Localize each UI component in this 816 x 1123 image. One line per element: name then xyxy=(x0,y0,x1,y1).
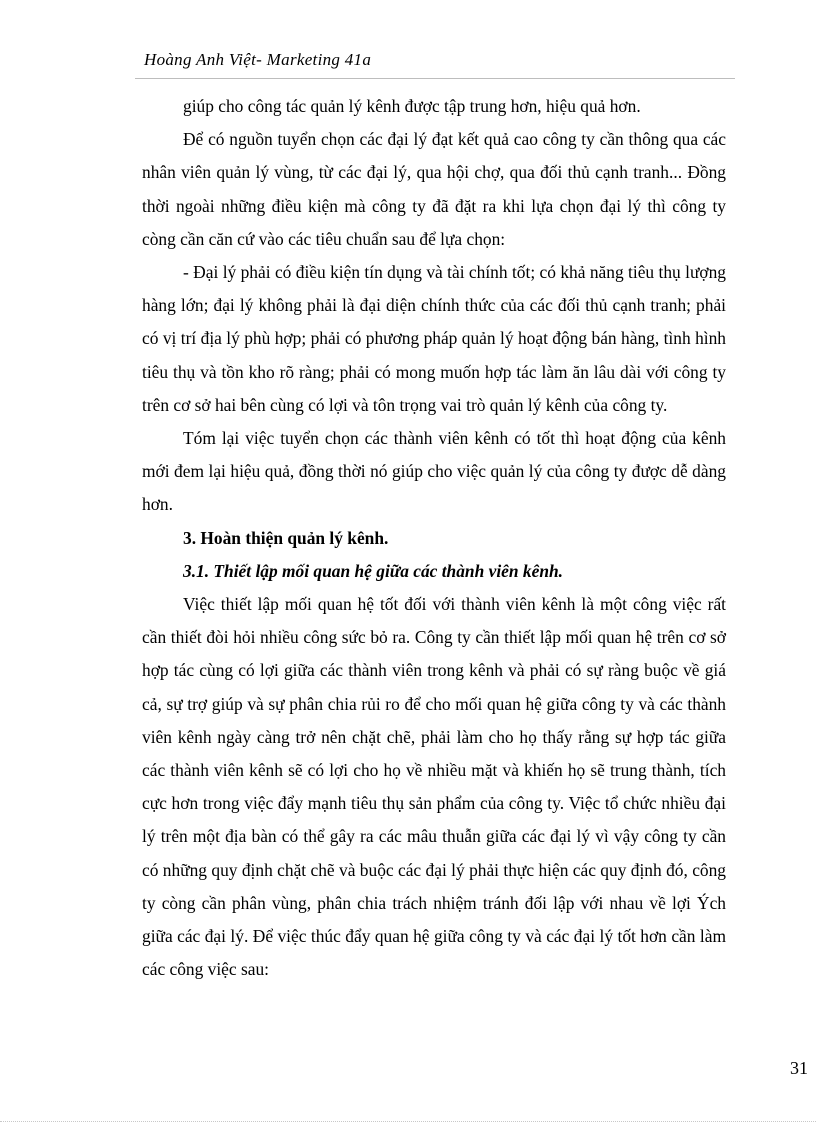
paragraph-agent-criteria: - Đại lý phải có điều kiện tín dụng và tài chính tốt; có khả năng tiêu thụ lượng hàng lớn; đại lý không phải là đại diện chính thức của các đối thủ cạnh tranh; phải có vị trí địa lý phù hợp; phải có phương pháp quản lý hoạt động bán hàng, tình hình tiêu thụ và tồn kho rõ ràng; phải có mong muốn hợp tác làm ăn lâu dài với công ty trên cơ sở hai bên cùng có lợi và tôn trọng vai trò quản lý kênh của công ty. xyxy=(142,262,726,415)
page-body xyxy=(142,90,726,986)
paragraph-channel-relations: Việc thiết lập mối quan hệ tốt đối với thành viên kênh là một công việc rất cần thiết đòi hỏi nhiều công sức bỏ ra. Công ty cần thiết lập mối quan hệ trên cơ sở hợp tác cùng có lợi giữa các thành viên trong kênh và phải có sự ràng buộc về giá cả, sự trợ giúp và sự phân chia rủi ro để cho mối quan hệ giữa công ty và các thành viên kênh ngày càng trở nên chặt chẽ, phải làm cho họ thấy rằng sự hợp tác giữa các thành viên kênh sẽ có lợi cho họ về nhiều mặt và khiến họ sẽ trung thành, tích cực hơn trong việc đẩy mạnh tiêu thụ sản phẩm của công ty. Việc tổ chức nhiều đại lý trên một địa bàn có thể gây ra các mâu thuẫn giữa các đại lý vì vậy công ty cần có những quy định chặt chẽ và buộc các đại lý phải thực hiện các quy định đó, công ty còng cần phân vùng, phân chia trách nhiệm tránh đối lập với nhau về lợi Ých giữa các đại lý. Để việc thúc đẩy quan hệ giữa công ty và các đại lý tốt hơn cần làm các công việc sau: xyxy=(142,594,726,980)
paragraph-continuation: giúp cho công tác quản lý kênh được tập trung hơn, hiệu quả hơn. xyxy=(183,96,641,116)
footer-divider xyxy=(0,1121,816,1122)
paragraph-summary: Tóm lại việc tuyển chọn các thành viên kênh có tốt thì hoạt động của kênh mới đem lại hiệu quả, đồng thời nó giúp cho việc quản lý của công ty được dễ dàng hơn. xyxy=(142,428,726,515)
subsection-heading: 3.1. Thiết lập mối quan hệ giữa các thành viên kênh. xyxy=(183,560,564,581)
section-heading: 3. Hoàn thiện quản lý kênh. xyxy=(183,527,389,548)
header-divider xyxy=(135,78,735,79)
running-header: Hoàng Anh Việt- Marketing 41a xyxy=(144,50,372,69)
paragraph-selection-sources: Để có nguồn tuyển chọn các đại lý đạt kết quả cao công ty cần thông qua các nhân viên quản lý vùng, từ các đại lý, qua hội chợ, qua đối thủ cạnh tranh... Đồng thời ngoài những điều kiện mà công ty đã đặt ra khi lựa chọn đại lý thì công ty còng cần căn cứ vào các tiêu chuẩn sau để lựa chọn: xyxy=(142,129,726,249)
page-number: 31 xyxy=(790,1058,808,1078)
